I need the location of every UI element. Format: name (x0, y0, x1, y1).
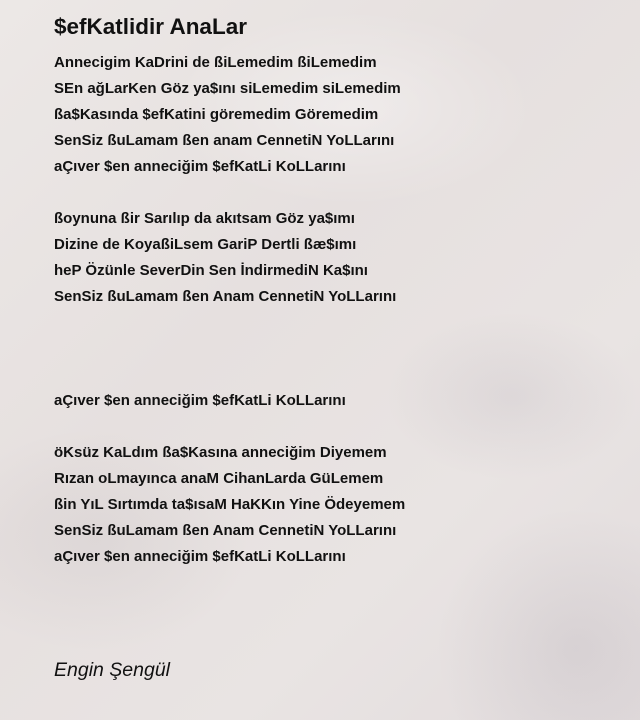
poem-title: $efKatlidir AnaLar (54, 14, 247, 39)
stanza-2 (54, 206, 624, 310)
stanza-3 (54, 388, 624, 414)
poem-line: Annecigim KaDrini de ßiLemedim ßiLemedim (54, 54, 377, 71)
poem-author: Engin Şengül (54, 659, 171, 681)
poem-line: SEn ağLarKen Göz ya$ını siLemedim siLemedim (54, 80, 401, 97)
poem-line: heP Özünle SeverDin Sen İndirmediN Ka$ını (54, 262, 368, 279)
stanza-1 (54, 50, 624, 180)
poem-line: aÇıver $en anneciğim $efKatLi KoLLarını (54, 548, 346, 565)
stanza-gap (54, 310, 624, 388)
poem-line: SenSiz ßuLamam ßen Anam CennetiN YoLLarını (54, 522, 397, 539)
poem-line: ßa$Kasında $efKatini göremedim Göremedim (54, 106, 379, 123)
poem-line: SenSiz ßuLamam ßen anam CennetiN YoLLarını (54, 132, 395, 149)
poem-line: Rızan oLmayınca anaM CihanLarda GüLemem (54, 470, 384, 487)
stanza-gap (54, 180, 624, 206)
poem-line: ßoynuna ßir Sarılıp da akıtsam Göz ya$ımı (54, 210, 355, 227)
stanza-4 (54, 440, 624, 570)
poem-line: öKsüz KaLdım ßa$Kasına anneciğim Diyemem (54, 444, 387, 461)
poem-line: aÇıver $en anneciğim $efKatLi KoLLarını (54, 392, 346, 409)
poem-line: aÇıver $en anneciğim $efKatLi KoLLarını (54, 158, 346, 175)
poem-line: ßin YıL Sırtımda ta$ısaM HaKKın Yine Ödeyemem (54, 496, 406, 513)
poem-line: SenSiz ßuLamam ßen Anam CennetiN YoLLarını (54, 288, 397, 305)
stanza-gap (54, 414, 624, 440)
poem (54, 12, 624, 570)
poem-line: Dizine de KoyaßiLsem GariP Dertli ßæ$ımı (54, 236, 357, 253)
